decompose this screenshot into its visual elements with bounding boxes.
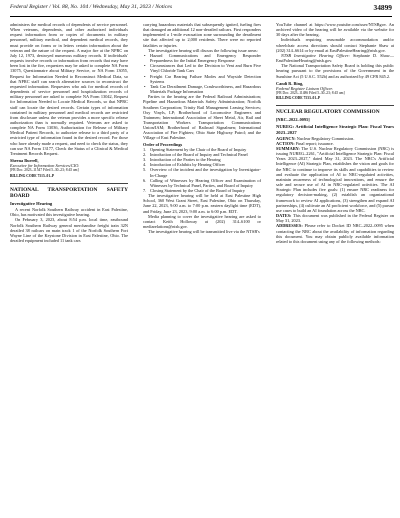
signer-title: Federal Register Liaison Officer.	[276, 85, 333, 91]
list-item: 4. Introduction of Exhibits by Hearing Officer	[143, 162, 225, 168]
bullet-icon: •	[144, 63, 146, 69]
issue-list	[143, 53, 261, 94]
paragraph: Media planning to cover the investigative hearing are asked to contact Keith Holloway at (202) 314–6100 or mediarelations@ntsb.gov.	[143, 213, 261, 230]
signer-name: Sheena Burrell,	[10, 158, 39, 164]
agency-field: AGENCY: Nuclear Regulatory Commission.	[276, 135, 355, 141]
section-divider	[10, 183, 128, 184]
fr-doc-line: [FR Doc. 2023–11486 Filed 5–30–23; 8:45 am]	[276, 91, 345, 96]
summary-field: SUMMARY: The U.S. Nuclear Regulatory Commission (NRC) is issuing NUREG–2261, "Artificial Intelligence Strategic Plan: Fiscal Years 2023–2027," dated May 31, 2023. The NRC's Artificial Intelligence (AI) Strategic Plan, establishes the vision and goals for the NRC to continue to improve its skills and capabilities to review and evaluate the application of AI to NRC-regulated activities, maintain awareness of technological innovations, and ensure the safe and secure use of AI in NRC-regulated activities. The AI Strategic Plan includes five goals: (1) ensure NRC readiness for regulatory decision-making, (2) establish an organizational framework to review AI applications, (3) strengthen and expand AI partnerships, (4) cultivate an AI proficient workforce, and (5) pursue use cases to build an AI foundation across the NRC.	[276, 146, 394, 213]
list-item: 2. Introduction of the Board of Inquiry and Technical Panel	[143, 151, 248, 157]
paragraph: administers the medical records of dependents of service personnel. When veterans, dependents, and other authorized individuals request information from or copies of documents in military personnel, military medical, and dependent medical records, they must provide on forms or in letters certain information about the veteran and the nature of the request. A major fire at the NPRC on July 12, 1973, destroyed numerous military records. If individuals' requests involve records or information from records that may have been lost in the fire, requesters may be asked to complete NA Form 13075, Questionnaire about Military Service, or NA Form 13055, Request for Information Needed to Reconstruct Medical Data, so that NPRC staff can search alternative sources to reconstruct the requested information. Requesters who ask for medical records of dependents of service personnel and hospitalization records of military personnel are asked to complete NA Form 13042, Request for Information Needed to Locate Medical Records, so that NPRC staff can locate the desired records. Certain types of information contained in military personnel and medical records are restricted from disclosure unless the veteran provides a more specific release authorization than is normally required. Veterans are asked to complete NA Form 13036, Authorization for Release of Military Medical Patient Records, to authorize release to a third party of a restricted type of information found in the desired record. For those who have already made a request, and need to check the status, they can use NA Form 13177, Check the Status of a Clinical & Medical Treatment Records Request.	[10, 22, 128, 156]
header-citation: Federal Register / Vol. 88, No. 104 / Wednesday, May 31, 2023 / Notices	[10, 4, 172, 10]
paragraph: carrying hazardous materials that subsequently ignited, fueling fires that damaged an additional 12 non-derailed railcars. First responders implemented a 1-mile evacuation zone surrounding the derailment site that affected up to 2,000 residents. There were no reported fatalities or injuries.	[143, 22, 261, 48]
list-item: 3. Introduction of the Parties to the Hearing	[143, 157, 221, 163]
order-list	[143, 147, 261, 193]
section-divider	[276, 105, 394, 106]
page-number: 34899	[373, 3, 392, 12]
contact-label: NTSB Investigative Hearing Officer:	[281, 52, 350, 58]
column-2	[143, 22, 261, 512]
column-1	[10, 22, 128, 512]
paragraph: The National Transportation Safety Board is holding this public hearing pursuant to the provisions of the Government in the Sunshine Act (5 U.S.C. 552b) and as authorized by 49 CFR 845.2.	[276, 63, 394, 79]
billing-code: BILLING CODE 7533–01–P	[276, 96, 321, 101]
paragraph: The investigative hearing will discuss the following issue areas:	[148, 47, 258, 53]
list-item: • Tank Car Derailment Damage, Crashworthiness, and Hazardous Materials Package Information	[144, 83, 261, 95]
paragraph: Parties to the hearing are the Federal Railroad Administration; Pipeline and Hazardous Materials Safety Administration; Norfolk Southern Corporation; Trinity Rail Management Leasing Services; Oxy Vinyls, LP; Brotherhood of Locomotive Engineers and Trainmen; International Association of Sheet Metal, Air, Rail and Transportation Workers Transportation Communications Union/IAM; Brotherhood of Railroad Signalmen; International Association of Fire Fighters; Ohio State Highway Patrol; and the Village of East Palestine.	[143, 94, 261, 141]
list-item: 5. Overview of the incident and the investigation by Investigator-In-Charge	[143, 167, 261, 178]
paragraph: On February 3, 2023, about 8:54 p.m. local time, eastbound Norfolk Southern Railway general merchandise freight train 32N derailed 38 railcars on main track 1 of the Norfolk Southern Fort Wayne Line of the Keystone Division in East Palestine, Ohio. The derailed equipment included 11 tank cars	[10, 217, 128, 244]
paragraph: The investigative hearing will be transmitted live via the NTSB's	[148, 229, 260, 235]
list-item: • Hazard Communications and Emergency Responder Preparedness for the Initial Emergency Response	[144, 52, 261, 64]
bullet-icon: •	[144, 73, 146, 79]
billing-code: BILLING CODE 7515–01–P	[10, 173, 55, 178]
agency-heading: NATIONAL TRANSPORTATION SAFETY BOARD	[10, 186, 128, 199]
notice-subject: NUREG: Artificial Intelligence Strategic Plan: Fiscal Years 2023–2027	[276, 123, 394, 135]
action-field: ACTION: Final report; issuance.	[276, 140, 334, 146]
order-heading: Order of Proceedings	[143, 141, 183, 147]
column-3	[276, 22, 394, 512]
signer-title: Executive for Information Services/CIO.	[10, 163, 80, 169]
list-item: 1. Opening Statement by the Chair of the Board of Inquiry	[143, 146, 247, 152]
addresses-field: ADDRESSES: Please refer to Docket ID NRC–2022–0095 when contacting the NRC about the availability of information regarding this document. You may obtain publicly available information related to this document using any of the following methods:	[276, 223, 394, 244]
page-header	[10, 4, 392, 17]
paragraph: The investigative hearing will be held at East Palestine High School, 360 West Grant Street, East Palestine, Ohio on Thursday, June 22, 2023, 9:00 a.m. to 7:00 p.m. eastern daylight time (EDT), and Friday, June 23, 2023, 9:00 a.m. to 6:00 p.m. EDT.	[143, 193, 261, 214]
docket-number: [NRC–2022–0095]	[276, 116, 310, 122]
bullet-icon: •	[144, 83, 146, 89]
list-item: • Circumstances that Led to the Decision to Vent and Burn Five Vinyl Chloride Tank Cars	[144, 63, 261, 74]
notice-subject: Investigative Hearing	[10, 201, 53, 207]
agency-heading: NUCLEAR REGULATORY COMMISSION	[276, 109, 380, 116]
list-item: 7. Closing Statement by the Chair of the Board of Inquiry	[143, 188, 245, 193]
list-item: 6. Calling of Witnesses by Hearing Officer and Examination of Witnesses by Technical Panel, Parties, and Board of Inquiry	[143, 177, 261, 188]
paragraph: A recent Norfolk Southern Railway accident in East Palestine, Ohio, has motivated this investigative hearing.	[10, 207, 128, 218]
fr-doc-line: [FR Doc. 2023–11547 Filed 5–30–23; 8:45 am]	[10, 168, 79, 173]
bullet-icon: •	[144, 52, 146, 58]
paragraph: YouTube channel at https://www.youtube.com/user/NTSBgov. An archived video of the hearing will be available via the website for 30 days after the hearing.	[276, 22, 394, 38]
contact-info: Stephanie D. Shaw—EastPalestineHearing@ntsb.gov.	[276, 52, 394, 64]
dates-field: DATES: This document was published in the Federal Register on May 31, 2023.	[276, 213, 394, 224]
paragraph: Individuals requiring reasonable accommodation and/or wheelchair access directions should contact Stephanie Shaw at (202) 314–6614 or by email at EastPalestineHearing@ntsb.gov.	[276, 37, 394, 53]
list-item: • Freight Car Bearing Failure Modes and Wayside Detection Systems	[144, 73, 261, 84]
signer-name: Candi R. Bing,	[276, 80, 304, 86]
contact-paragraph	[276, 53, 394, 63]
